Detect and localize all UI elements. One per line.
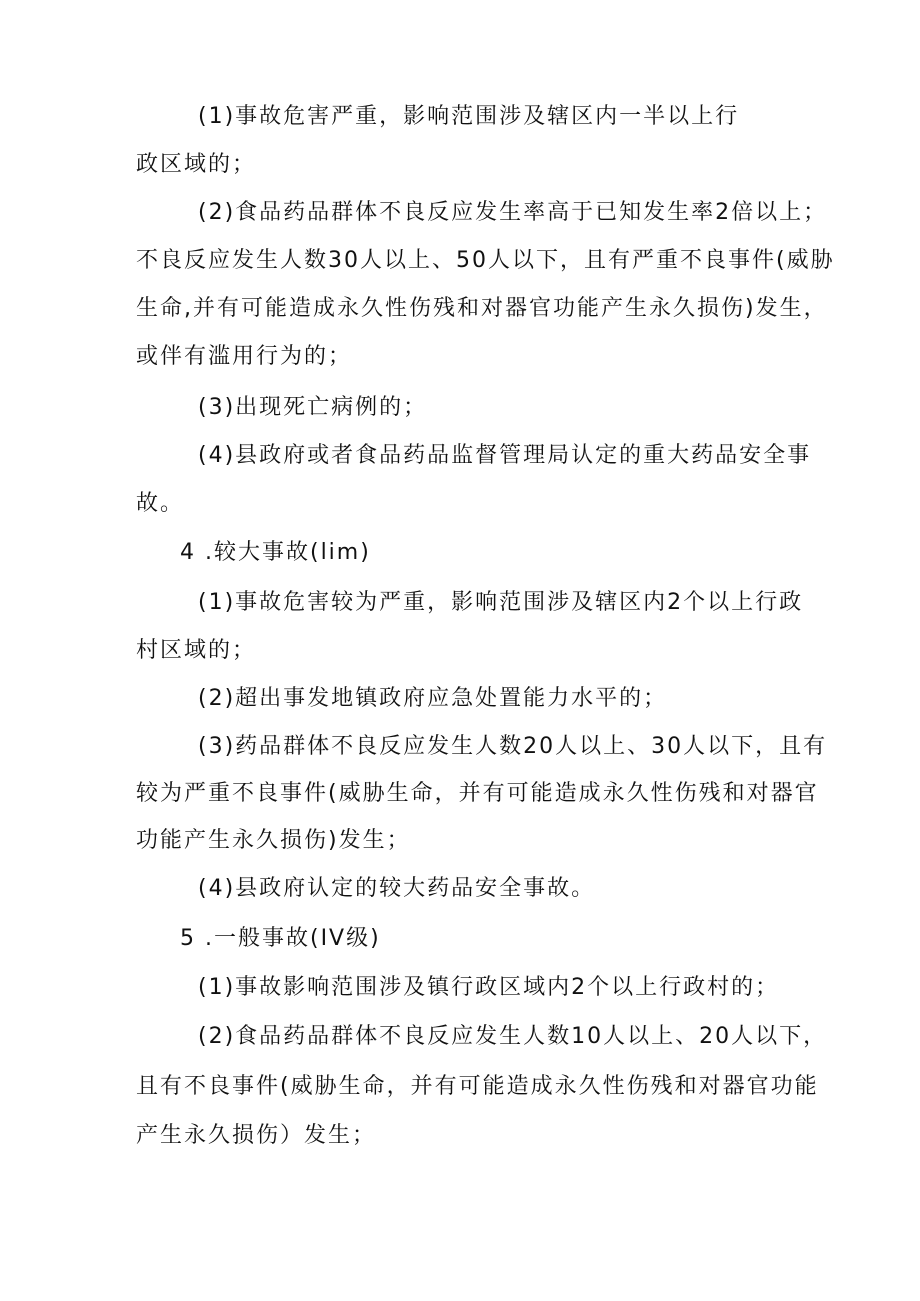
text-line: 或伴有滥用行为的； (136, 344, 353, 369)
text-line: 不良反应发生人数30人以上、50人以下，且有严重不良事件(威胁 (136, 248, 835, 273)
text-line: (1)事故危害较为严重，影响范围涉及辖区内2个以上行政 (198, 590, 804, 615)
text-line: 生命,并有可能造成永久性伤残和对器官功能产生永久损伤)发生， (136, 296, 828, 321)
section-heading: 4 .较大事故(lim) (180, 540, 371, 565)
text-line: (1)事故危害严重，影响范围涉及辖区内一半以上行 (198, 104, 740, 129)
text-line: (2)食品药品群体不良反应发生率高于已知发生率2倍以上； (198, 200, 828, 225)
text-line: (2)食品药品群体不良反应发生人数10人以上、20人以下， (198, 1024, 828, 1049)
text-line: (3)出现死亡病例的； (198, 395, 428, 420)
text-line: (4)县政府认定的较大药品安全事故。 (198, 876, 596, 901)
text-line: (4)县政府或者食品药品监督管理局认定的重大药品安全事 (198, 443, 812, 468)
text-line: (1)事故影响范围涉及镇行政区域内2个以上行政村的； (198, 975, 780, 1000)
text-line: (3)药品群体不良反应发生人数20人以上、30人以下，且有 (198, 734, 828, 759)
text-line: 故。 (136, 491, 185, 516)
text-line: 政区域的； (136, 152, 257, 177)
text-line: 功能产生永久损伤)发生； (136, 828, 411, 853)
text-line: 且有不良事件(威胁生命，并有可能造成永久性伤残和对器官功能 (136, 1074, 819, 1099)
section-heading: 5 .一般事故(IV级) (180, 926, 381, 951)
text-line: 产生永久损伤）发生； (136, 1123, 377, 1148)
text-line: (2)超出事发地镇政府应急处置能力水平的； (198, 686, 668, 711)
text-line: 较为严重不良事件(威胁生命，并有可能造成永久性伤残和对器官 (136, 781, 819, 806)
text-line: 村区域的； (136, 638, 257, 663)
